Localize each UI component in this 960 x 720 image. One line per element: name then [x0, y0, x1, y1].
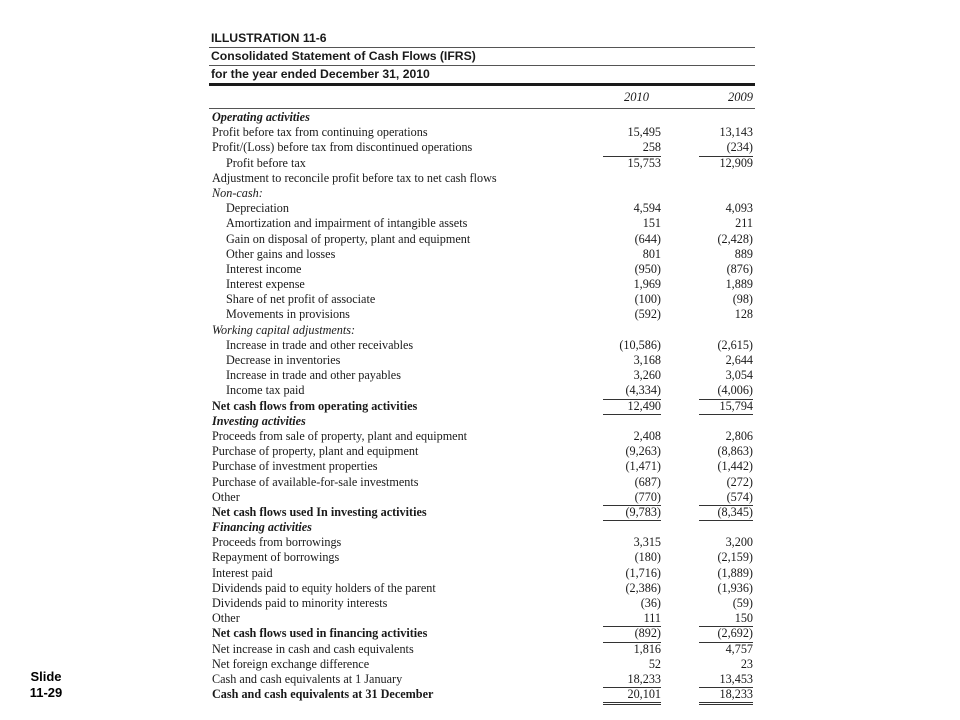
statement-period: for the year ended December 31, 2010 [209, 66, 755, 86]
statement-row [209, 596, 755, 611]
statement-row [209, 672, 755, 687]
slide-word: Slide [30, 669, 62, 684]
row-label: Non-cash: [212, 185, 263, 200]
value-2010: (687) [634, 474, 661, 489]
value-2009: 18,233 [699, 687, 753, 705]
row-label: Purchase of available-for-sale investments [212, 474, 419, 489]
value-2010: 3,260 [633, 368, 661, 383]
row-label: Working capital adjustments: [212, 322, 356, 337]
value-2010: 3,168 [633, 353, 661, 367]
statement-row [209, 505, 755, 520]
value-2010: (4,334) [603, 383, 661, 399]
statement-row [209, 216, 755, 231]
row-label: Proceeds from borrowings [212, 535, 342, 550]
value-2010: 151 [642, 216, 661, 231]
statement-row [209, 626, 755, 641]
value-2009: 13,453 [699, 672, 753, 688]
row-label: Other gains and losses [226, 246, 336, 261]
value-2010: (100) [634, 292, 661, 307]
value-2010: (592) [634, 307, 661, 322]
statement-row [209, 323, 755, 338]
statement-row [209, 399, 755, 414]
row-label: Dividends paid to minority interests [212, 596, 388, 610]
row-label: Proceeds from sale of property, plant and equipment [212, 428, 468, 443]
value-2010: 111 [603, 611, 661, 627]
statement-row [209, 566, 755, 581]
row-label: Other [212, 611, 240, 626]
value-2010: 20,101 [603, 687, 661, 705]
value-2009: 3,054 [725, 368, 753, 383]
row-label: Net cash flows used in financing activities [212, 626, 428, 641]
value-2009: 150 [699, 611, 753, 627]
value-2010: (10,586) [619, 337, 661, 352]
statement-row [209, 201, 755, 216]
statement-row [209, 262, 755, 277]
row-label: Purchase of investment properties [212, 459, 378, 474]
statement-row [209, 171, 755, 186]
row-label: Increase in trade and other receivables [226, 337, 414, 352]
column-header-row [209, 88, 755, 109]
value-2009: (1,936) [717, 580, 753, 595]
value-2009: (2,428) [717, 231, 753, 246]
value-2010: (2,386) [625, 580, 661, 595]
statement-row [209, 140, 755, 155]
statement-row [209, 535, 755, 550]
value-2010: (644) [634, 231, 661, 246]
value-2009: 4,757 [725, 641, 753, 656]
value-2009: 13,143 [719, 125, 753, 140]
value-2010: 18,233 [603, 672, 661, 688]
row-label: Depreciation [226, 201, 289, 216]
value-2010: (950) [634, 261, 661, 276]
value-2010: 52 [648, 656, 661, 671]
statement-row [209, 657, 755, 672]
row-label: Cash and cash equivalents at 31 December [212, 687, 434, 702]
statement-row [209, 338, 755, 353]
row-label: Investing activities [212, 413, 306, 428]
statement-row [209, 368, 755, 383]
row-label: Net cash flows used In investing activities [212, 504, 427, 519]
value-2009: (2,692) [699, 626, 753, 642]
row-label: Financing activities [212, 520, 312, 535]
value-2009: 128 [734, 307, 753, 322]
value-2010: 258 [603, 140, 661, 156]
value-2009: (8,345) [699, 505, 753, 521]
row-label: Other [212, 489, 240, 504]
value-2010: (180) [634, 550, 661, 565]
value-2010: 801 [642, 246, 661, 261]
statement-row [209, 186, 755, 201]
statement-row [209, 490, 755, 505]
value-2009: (2,159) [717, 550, 753, 565]
statement-row [209, 475, 755, 490]
value-2010: 15,753 [627, 155, 661, 170]
statement-row [209, 383, 755, 398]
value-2009: (4,006) [699, 383, 753, 399]
value-2009: (2,615) [717, 337, 753, 352]
row-label: Operating activities [212, 110, 310, 124]
slide-number-label [24, 669, 68, 701]
statement-row [209, 232, 755, 247]
value-2009: 1,889 [725, 277, 753, 292]
row-label: Interest expense [226, 277, 305, 292]
value-2009: (234) [699, 140, 753, 156]
row-label: Profit before tax [226, 155, 306, 170]
value-2010: (9,783) [603, 505, 661, 521]
row-label: Increase in trade and other payables [226, 368, 401, 383]
row-label: Movements in provisions [226, 307, 350, 322]
row-label: Adjustment to reconcile profit before tax to net cash flows [212, 170, 497, 185]
statement-row [209, 520, 755, 535]
row-label: Repayment of borrowings [212, 550, 340, 565]
value-2009: (1,442) [717, 459, 753, 474]
column-header-2010: 2010 [624, 90, 649, 104]
statement-row [209, 125, 755, 140]
value-2009: 889 [734, 246, 753, 261]
value-2010: (770) [603, 490, 661, 506]
slide-number: 11-29 [29, 685, 63, 700]
value-2009: 23 [740, 656, 753, 671]
value-2010: (1,716) [625, 565, 661, 580]
statement-row [209, 611, 755, 626]
statement-row [209, 247, 755, 262]
statement-row [209, 444, 755, 459]
value-2010: 2,408 [633, 428, 661, 443]
statement-row [209, 307, 755, 322]
value-2010: (9,263) [625, 444, 661, 459]
row-label: Amortization and impairment of intangible assets [226, 216, 468, 231]
statement-title: Consolidated Statement of Cash Flows (IFRS) [209, 48, 755, 66]
statement-row [209, 292, 755, 307]
value-2009: (59) [732, 596, 753, 610]
statement-row [209, 687, 755, 702]
value-2010: 3,315 [633, 535, 661, 550]
column-header-2009: 2009 [728, 90, 753, 104]
row-label: Interest paid [212, 565, 273, 580]
value-2009: (8,863) [717, 444, 753, 459]
row-label: Net foreign exchange difference [212, 656, 370, 671]
statement-row [209, 353, 755, 368]
value-2010: 15,495 [627, 125, 661, 140]
statement-row [209, 581, 755, 596]
row-label: Net cash flows from operating activities [212, 398, 418, 413]
illustration-number: ILLUSTRATION 11-6 [209, 30, 755, 48]
cash-flow-illustration [209, 30, 755, 712]
value-2009: 4,093 [725, 201, 753, 216]
statement-row [209, 156, 755, 171]
row-label: Decrease in inventories [226, 353, 341, 367]
row-label: Dividends paid to equity holders of the parent [212, 580, 436, 595]
statement-row [209, 459, 755, 474]
value-2009: (272) [726, 474, 753, 489]
row-label: Profit/(Loss) before tax from discontinued operations [212, 140, 473, 155]
statement-row [209, 429, 755, 444]
value-2009: 3,200 [725, 535, 753, 550]
value-2010: 12,490 [603, 399, 661, 415]
statement-row [209, 642, 755, 657]
value-2009: 211 [735, 216, 753, 231]
row-label: Purchase of property, plant and equipment [212, 444, 419, 459]
row-label: Profit before tax from continuing operations [212, 125, 428, 140]
value-2010: 1,816 [633, 641, 661, 656]
statement-rows [209, 110, 755, 702]
row-label: Income tax paid [226, 383, 305, 398]
value-2009: 2,806 [725, 428, 753, 443]
value-2010: (36) [640, 596, 661, 610]
value-2009: 12,909 [719, 155, 753, 170]
row-label: Cash and cash equivalents at 1 January [212, 671, 403, 686]
value-2009: (876) [726, 261, 753, 276]
row-label: Interest income [226, 261, 302, 276]
value-2009: 15,794 [699, 399, 753, 415]
statement-row [209, 277, 755, 292]
value-2010: 1,969 [633, 277, 661, 292]
value-2009: (574) [699, 490, 753, 506]
row-label: Share of net profit of associate [226, 292, 376, 307]
value-2009: (98) [732, 292, 753, 307]
value-2010: (1,471) [625, 459, 661, 474]
row-label: Gain on disposal of property, plant and equipment [226, 231, 471, 246]
statement-row [209, 110, 755, 125]
statement-row [209, 550, 755, 565]
value-2010: 4,594 [633, 201, 661, 216]
value-2009: (1,889) [717, 565, 753, 580]
value-2010: (892) [603, 626, 661, 642]
value-2009: 2,644 [725, 353, 753, 367]
row-label: Net increase in cash and cash equivalents [212, 641, 414, 656]
statement-row [209, 414, 755, 429]
